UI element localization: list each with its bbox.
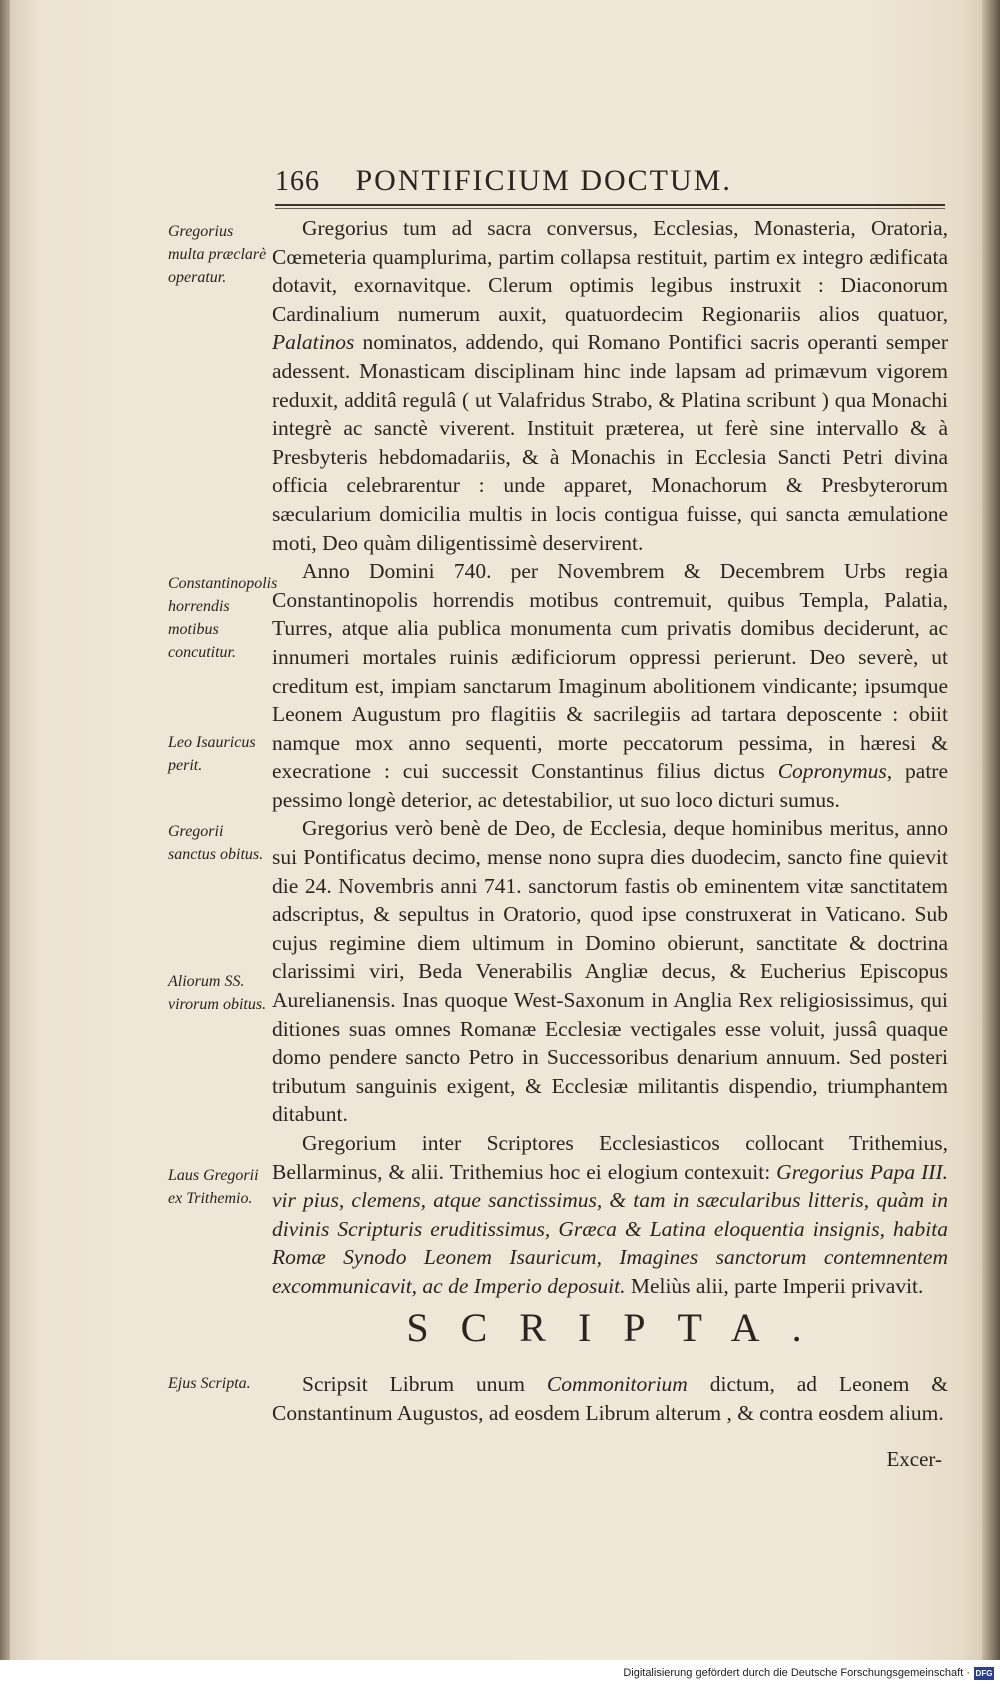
page-number: 166: [275, 166, 320, 197]
catchword: Excer-: [886, 1447, 942, 1471]
footer-credit: Digitalisierung gefördert durch die Deutsche Forschungsgemeinschaft ·: [623, 1667, 970, 1679]
dfg-logo-icon: DFG: [975, 1669, 993, 1678]
main-text: [272, 214, 948, 1301]
section-title: SCRIPTA.: [406, 1305, 834, 1350]
paragraph: Scripsit Librum unum Commonitorium dictum, ad Leonem & Constantinum Augustos, ad eosdem Librum alterum , & contra eosdem alium.: [272, 1372, 949, 1425]
paragraph: Gregorius tum ad sacra conversus, Ecclesias, Monasteria, Oratoria, Cœmeteria quamplurima, partim collapsa restituit, partim ex integro ædificata dotavit, exornavitque. Clerum optimis legibus instruxit : Diaconorum Cardinalium numerum auxit, quatuordecim Regionariis alios quatuor, Palatinos nominatos, addendo, qui Romano Pontifici sacris operanti semper adessent. Monasticam disciplinam hinc inde lapsam ad primævum vigorem reduxit, additâ regulâ ( ut Valafridus Strabo, & Platina scribunt ) qua Monachi integrè ac sanctè viverent. Instituit præterea, ut ferè sine intervallo & à Presbyteris hebdomadariis, & à Monachis in Ecclesia Sancti Petri divina officia celebrarentur : unde apparet, Monachorum & Presbyterorum sæcularium domicilia multis in locis contigua fuisse, qui sancta æmulatione moti, Deo quàm diligentissimè deservirent.: [272, 216, 949, 555]
margin-note: Aliorum SS. virorum obitus.: [168, 973, 267, 1013]
paragraph: Anno Domini 740. per Novembrem & Decembrem Urbs regia Constantinopolis horrendis motibus contremuit, quibus Templa, Palatia, Turres, atque alia publica monumenta cum privatis domibus deciderunt, ac innumeri mortales ruinis ædificiorum oppressi perierunt. Deo severè, ut creditum est, impiam sanctarum Imaginum abolitionem vindicante; ipsumque Leonem Augustum pro flagitiis & sacrilegiis ad tartara deposcente : obiit namque mox anno sequenti, morte peccatorum pessima, in hæresi & execratione : cui successit Constantinus filius dictus Copronymus, patre pessimo longè deterior, ac detestabilior, ut suo loco dicturi sumus.: [272, 559, 949, 812]
margin-note: Leo Isauricus perit.: [168, 734, 256, 774]
margin-note: Gregorii sanctus obitus.: [168, 823, 264, 863]
scripta-text: [272, 1370, 948, 1427]
margin-note: Laus Gregorii ex Trithemio.: [168, 1167, 259, 1207]
margin-note: Ejus Scripta.: [168, 1375, 251, 1392]
running-header: [275, 164, 945, 198]
paragraph: Gregorium inter Scriptores Ecclesiasticos collocant Trithemius, Bellarminus, & alii. Trithemius hoc ei elogium contexuit: Gregorius Papa III. vir pius, clemens, atque sanctissimus, & tam in sæcularibus litteris, quàm in divinis Scripturis eruditissimus, Græca & Latina eloquentia insignis, habita Romæ Synodo Leonem Isauricum, Imagines sanctorum contemnentem excommunicavit, ac de Imperio deposuit. Meliùs alii, parte Imperii privavit.: [272, 1131, 948, 1298]
book-binding: [0, 0, 10, 1684]
paragraph: Gregorius verò benè de Deo, de Ecclesia, deque hominibus meritus, anno sui Pontificatus decimo, mense nono supra dies duodecim, sancto fine quievit die 24. Novembris anni 741. sanctorum fastis ob eminentem vitæ sanctitatem adscriptus, & sepultus in Oratorio, quod ipse construxerat in Vaticano. Sub cujus regimine diem ultimum in Domino obierunt, sanctitate & doctrina clarissimi viri, Beda Venerabilis Angliæ decus, & Eucherius Episcopus Aurelianensis. Inas quoque West-Saxonum in Anglia Rex religiosissimus, qui ditiones suas omnes Romanæ Ecclesiæ vectigales esse voluit, jussâ quaque domo pendere sancto Petro in Successoribus denarium annuum. Sed posteri tributum sanguinis exigent, & Ecclesiæ militantis dispendio, triumphantem ditabunt.: [272, 816, 948, 1127]
margin-note: Constantinopolis horrendis motibus concutitur.: [168, 575, 278, 661]
margin-note: Gregorius multa præclarè operatur.: [168, 223, 267, 286]
header-rule: [275, 204, 945, 206]
running-title: PONTIFICIUM DOCTUM.: [355, 164, 732, 197]
header-rule-thin: [275, 208, 945, 209]
page-edge: [982, 0, 1000, 1684]
